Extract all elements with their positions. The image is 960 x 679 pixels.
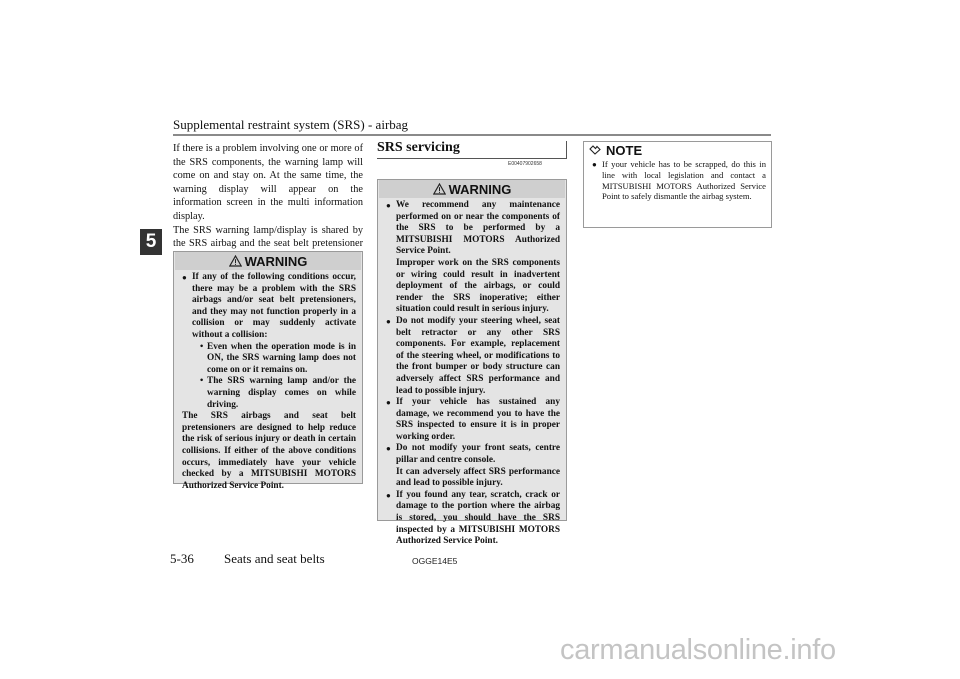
footer-chapter-title: Seats and seat belts bbox=[224, 551, 325, 566]
warning-item bbox=[386, 490, 560, 548]
warning-subitem bbox=[192, 376, 356, 411]
warning-item-text: If any of the following conditions occur, there may be a problem with the SRS airbags and/or seat belt pretensioners, and they may not function properly in a collision or may suddenly activate without a collision: bbox=[192, 272, 356, 340]
note-title-text: NOTE bbox=[606, 143, 643, 158]
sub-bullet-icon: • bbox=[200, 341, 204, 352]
bullet-icon: ● bbox=[386, 490, 391, 500]
sub-bullet-icon: • bbox=[200, 376, 204, 387]
note-item-text: If your vehicle has to be scrapped, do this in line with local legislation and contact a MITSUBISHI MOTORS Authorized Service Point to safely dismantle the airbag system. bbox=[602, 159, 766, 202]
warning-item-text: If you found any tear, scratch, crack or damage to the portion where the airbag is stored, you should have the SRS inspected by a MITSUBISHI MOTORS Authorized Service Point. bbox=[396, 489, 560, 547]
warning-item bbox=[386, 397, 560, 443]
bullet-icon: ● bbox=[182, 273, 187, 282]
warning-title-text: WARNING bbox=[448, 181, 512, 197]
note-body bbox=[584, 159, 771, 202]
warning-triangle-icon bbox=[229, 255, 242, 267]
warning-title-text: WARNING bbox=[244, 253, 308, 269]
page-header-title: Supplemental restraint system (SRS) - airbag bbox=[173, 117, 409, 132]
bullet-icon: ● bbox=[386, 444, 391, 454]
warning-item-followup: Improper work on the SRS components or wiring could result in inadvertent deployment of the airbags, or could render the SRS inoperative; either situation could result in serious injury. bbox=[396, 257, 560, 315]
warning-item-text: We recommend any maintenance performed on or near the components of the SRS to be performed by a MITSUBISHI MOTORS Authorized Service Point. bbox=[396, 200, 560, 257]
header-rule bbox=[173, 134, 771, 136]
page-number: 5-36 bbox=[170, 551, 194, 566]
warning-subitem bbox=[192, 342, 356, 377]
intro-paragraph: The SRS warning lamp/display is shared by the SRS airbag and the seat belt pretensioner bbox=[173, 224, 363, 250]
warning-item bbox=[386, 443, 560, 489]
warning-followup-text: The SRS airbags and seat belt pretensioners are designed to help reduce the risk of serious injury or death in certain collisions. If either of the above conditions occurs, immediately have your vehicle checked by a MITSUBISHI MOTORS Authorized Service Point. bbox=[182, 411, 356, 491]
warning-body bbox=[378, 200, 566, 548]
warning-box-srs-servicing bbox=[377, 179, 567, 547]
warning-triangle-icon bbox=[433, 183, 446, 195]
warning-box-airbag-conditions bbox=[173, 251, 363, 491]
intro-paragraph: If there is a problem involving one or more of the SRS components, the warning lamp will come on and stay on. At the same time, the warning display will appear on the information screen in the multi information display. bbox=[173, 143, 363, 222]
bullet-icon: ● bbox=[386, 398, 391, 408]
warning-subitem-text: Even when the operation mode is in ON, the SRS warning lamp does not come on or it remains on. bbox=[207, 341, 356, 375]
warning-title bbox=[379, 180, 565, 198]
warning-item bbox=[386, 316, 560, 397]
bullet-icon: ● bbox=[386, 201, 391, 210]
note-icon bbox=[588, 143, 602, 159]
bullet-icon: ● bbox=[592, 160, 597, 169]
note-title bbox=[584, 142, 771, 159]
warning-body bbox=[174, 272, 362, 492]
warning-item bbox=[386, 200, 560, 316]
warning-item-text: Do not modify your steering wheel, seat belt retractor or any other SRS components. For example, replacement of the steering wheel, or modifications to the front bumper or body structure can adversely affect SRS performance and lead to possible injury. bbox=[396, 315, 560, 396]
site-watermark: carmanualsonline.info bbox=[560, 634, 836, 666]
warning-item bbox=[182, 272, 356, 411]
note-item bbox=[592, 159, 766, 202]
warning-item-followup: It can adversely affect SRS performance and lead to possible injury. bbox=[396, 466, 560, 489]
note-box bbox=[583, 141, 772, 228]
warning-item-text: Do not modify your front seats, centre pillar and centre console. bbox=[396, 443, 560, 466]
section-rule-end bbox=[566, 141, 567, 159]
section-code: E00407902658 bbox=[508, 161, 542, 167]
bullet-icon: ● bbox=[386, 316, 391, 326]
chapter-tab: 5 bbox=[140, 229, 162, 255]
document-code: OGGE14E5 bbox=[412, 556, 458, 566]
warning-subitem-text: The SRS warning lamp and/or the warning display comes on while driving. bbox=[207, 376, 356, 410]
section-title: SRS servicing bbox=[377, 140, 460, 155]
warning-title bbox=[175, 252, 361, 270]
intro-text bbox=[173, 142, 363, 264]
section-rule bbox=[377, 158, 567, 159]
warning-item-text: If your vehicle has sustained any damage, we recommend you to have the SRS inspected to ensure it is in proper working order. bbox=[396, 397, 560, 442]
